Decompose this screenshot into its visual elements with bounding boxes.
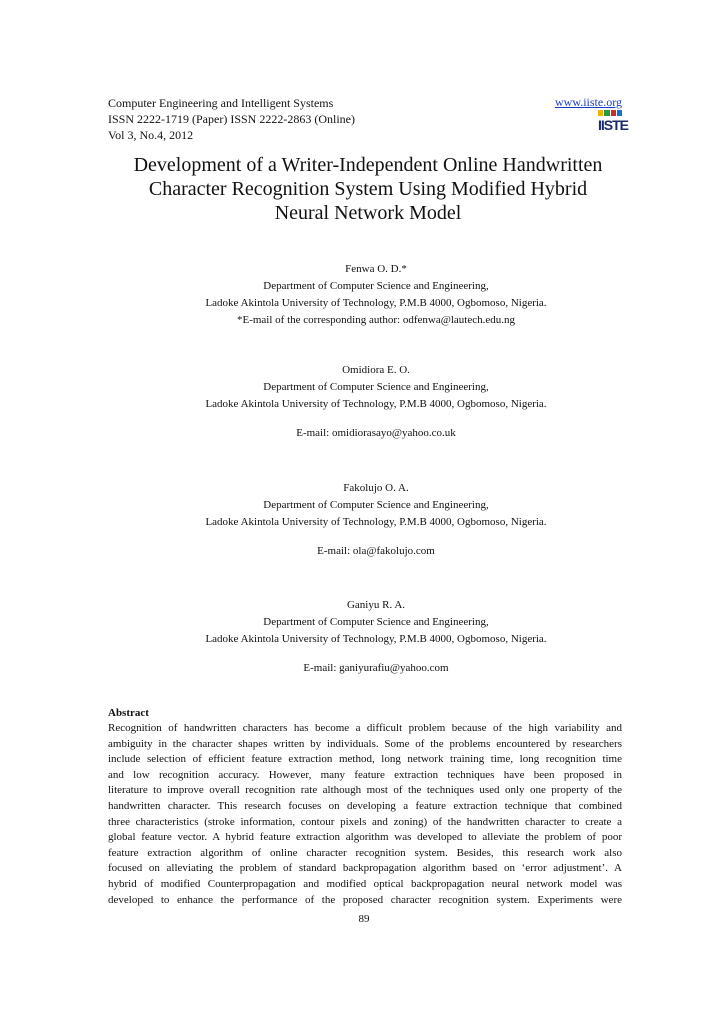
abstract-heading: Abstract [108,707,149,719]
abstract-line: and low recognition accuracy. However, many feature extraction techniques have been proposed in [108,768,622,781]
logo-text: IISTE [598,117,629,133]
journal-url-link[interactable]: www.iiste.org [555,95,622,109]
abstract-line: handwritten character. This research focuses on developing a feature extraction technique that combined [108,799,622,812]
title-line: Neural Network Model [274,202,462,224]
author-department: Department of Computer Science and Engineering, [263,616,489,628]
author-institution: Ladoke Akintola University of Technology, P.M.B 4000, Ogbomoso, Nigeria. [205,297,547,309]
title-line: Development of a Writer-Independent Online Handwritten [133,154,603,176]
abstract-line: feature extraction algorithm of online character recognition system. Besides, this research work also [108,846,622,859]
author-name: Fenwa O. D.* [345,263,407,275]
page-number: 89 [358,913,370,925]
author-name: Omidiora E. O. [342,364,410,376]
title-line: Character Recognition System Using Modified Hybrid [148,178,588,200]
author-name: Ganiyu R. A. [346,599,406,611]
journal-name: Computer Engineering and Intelligent Systems [108,96,334,110]
abstract-section [108,706,622,908]
abstract-line: three characteristics (stroke information, contour pixels and zoning) of the handwritten character to create a [108,815,622,828]
abstract-line: developed to enhance the performance of the proposed character recognition system. Experiments were [108,893,622,906]
paper-title [108,153,628,225]
abstract-line: focused on alleviating the problem of standard backpropagation algorithm based on ‘error adjustment’. A [108,862,622,875]
author-institution: Ladoke Akintola University of Technology, P.M.B 4000, Ogbomoso, Nigeria. [205,398,547,410]
author-email: E-mail: omidiorasayo@yahoo.co.uk [296,427,456,439]
abstract-line: include selection of efficient feature extraction method, long network training time, long recognition time [108,753,622,766]
author-department: Department of Computer Science and Engineering, [263,499,489,511]
abstract-line: hybrid of modified Counterpropagation and modified optical backpropagation neural network model was [108,877,622,890]
author-department: Department of Computer Science and Engineering, [263,381,489,393]
volume-line: Vol 3, No.4, 2012 [108,128,194,142]
author-department: Department of Computer Science and Engineering, [263,280,489,292]
abstract-line: ambiguity in the character shapes written by individuals. Some of the problems encountered by researchers [108,737,622,750]
author-institution: Ladoke Akintola University of Technology, P.M.B 4000, Ogbomoso, Nigeria. [205,633,547,645]
author-email: E-mail: ola@fakolujo.com [317,545,435,557]
author-name: Fakolujo O. A. [343,482,409,494]
abstract-line: global feature vector. A hybrid feature extraction algorithm was developed to alleviate the problem of poor [108,831,622,844]
author-email: E-mail: ganiyurafiu@yahoo.com [303,662,449,674]
abstract-line: literature to improve overall recognition rate although most of the techniques used only one property of the [108,784,622,797]
issn-line: ISSN 2222-1719 (Paper) ISSN 2222-2863 (Online) [108,112,355,126]
abstract-line: Recognition of handwritten characters has become a difficult problem because of the high variability and [108,722,622,734]
author-institution: Ladoke Akintola University of Technology, P.M.B 4000, Ogbomoso, Nigeria. [205,516,547,528]
iiste-logo [598,110,629,136]
author-email: *E-mail of the corresponding author: odfenwa@lautech.edu.ng [236,314,515,326]
